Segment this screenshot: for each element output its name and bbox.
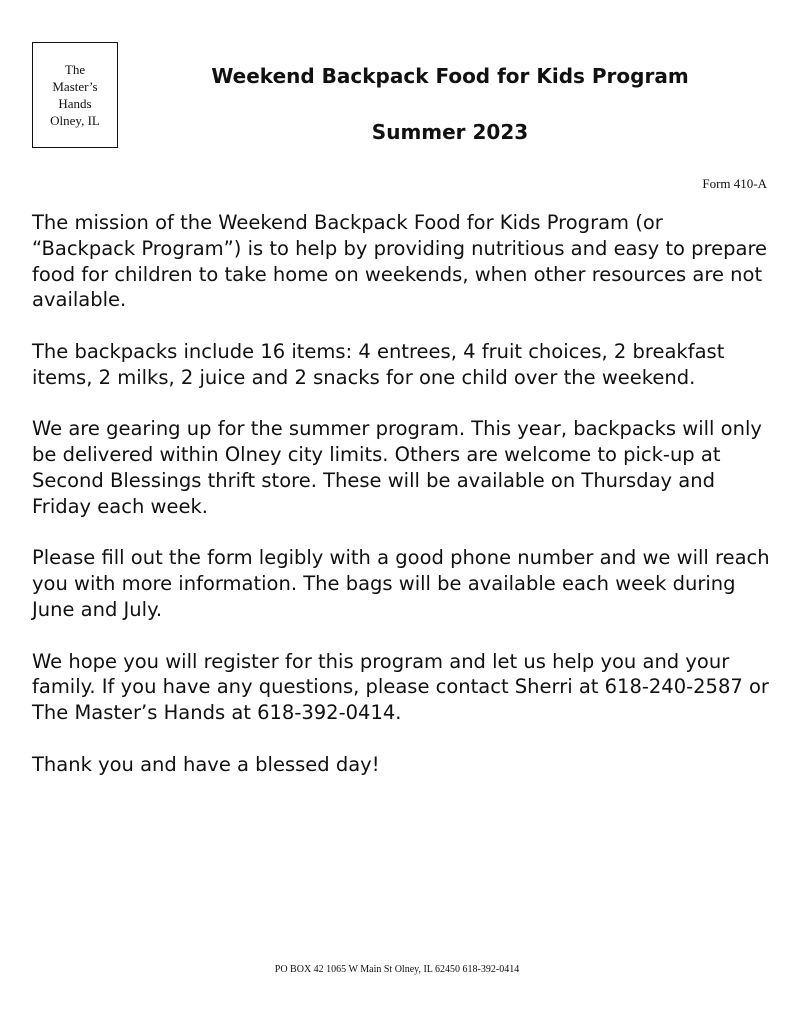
logo-line: Master’s <box>52 79 98 94</box>
logo-line: The <box>64 62 86 77</box>
organization-logo-box <box>32 42 118 148</box>
paragraph-form-instructions: Please fill out the form legibly with a good phone number and we will reach you with more information. The bags will be available each week during June and July. <box>32 546 770 621</box>
paragraph-summer-program: We are gearing up for the summer program. This year, backpacks will only be delivered within Olney city limits. Others are welcome to pick-up at Second Blessings thrift store. These will be available on Thursday and Friday each week. <box>32 417 762 518</box>
form-code: Form 410-A <box>702 176 767 191</box>
paragraph-mission: The mission of the Weekend Backpack Food for Kids Program (or “Backpack Program”) is to help by providing nutritious and easy to prepare food for children to take home on weekends, when other resources are not available. <box>32 211 768 312</box>
logo-line: Olney, IL <box>50 113 100 128</box>
footer-address: PO BOX 42 1065 W Main St Olney, IL 62450 618-392-0414 <box>274 964 520 975</box>
document-subtitle: Summer 2023 <box>371 120 529 144</box>
paragraph-closing: Thank you and have a blessed day! <box>32 752 380 776</box>
paragraph-backpack-contents: The backpacks include 16 items: 4 entrees, 4 fruit choices, 2 breakfast items, 2 milks, 2 juice and 2 snacks for one child over the weekend. <box>32 339 725 389</box>
paragraph-contact: We hope you will register for this program and let us help you and your family. If you have any questions, please contact Sherri at 618-240-2587 or The Master’s Hands at 618-392-0414. <box>32 649 769 725</box>
letter-body <box>32 210 772 803</box>
document-title: Weekend Backpack Food for Kids Program <box>211 64 689 88</box>
logo-line: Hands <box>58 96 92 111</box>
